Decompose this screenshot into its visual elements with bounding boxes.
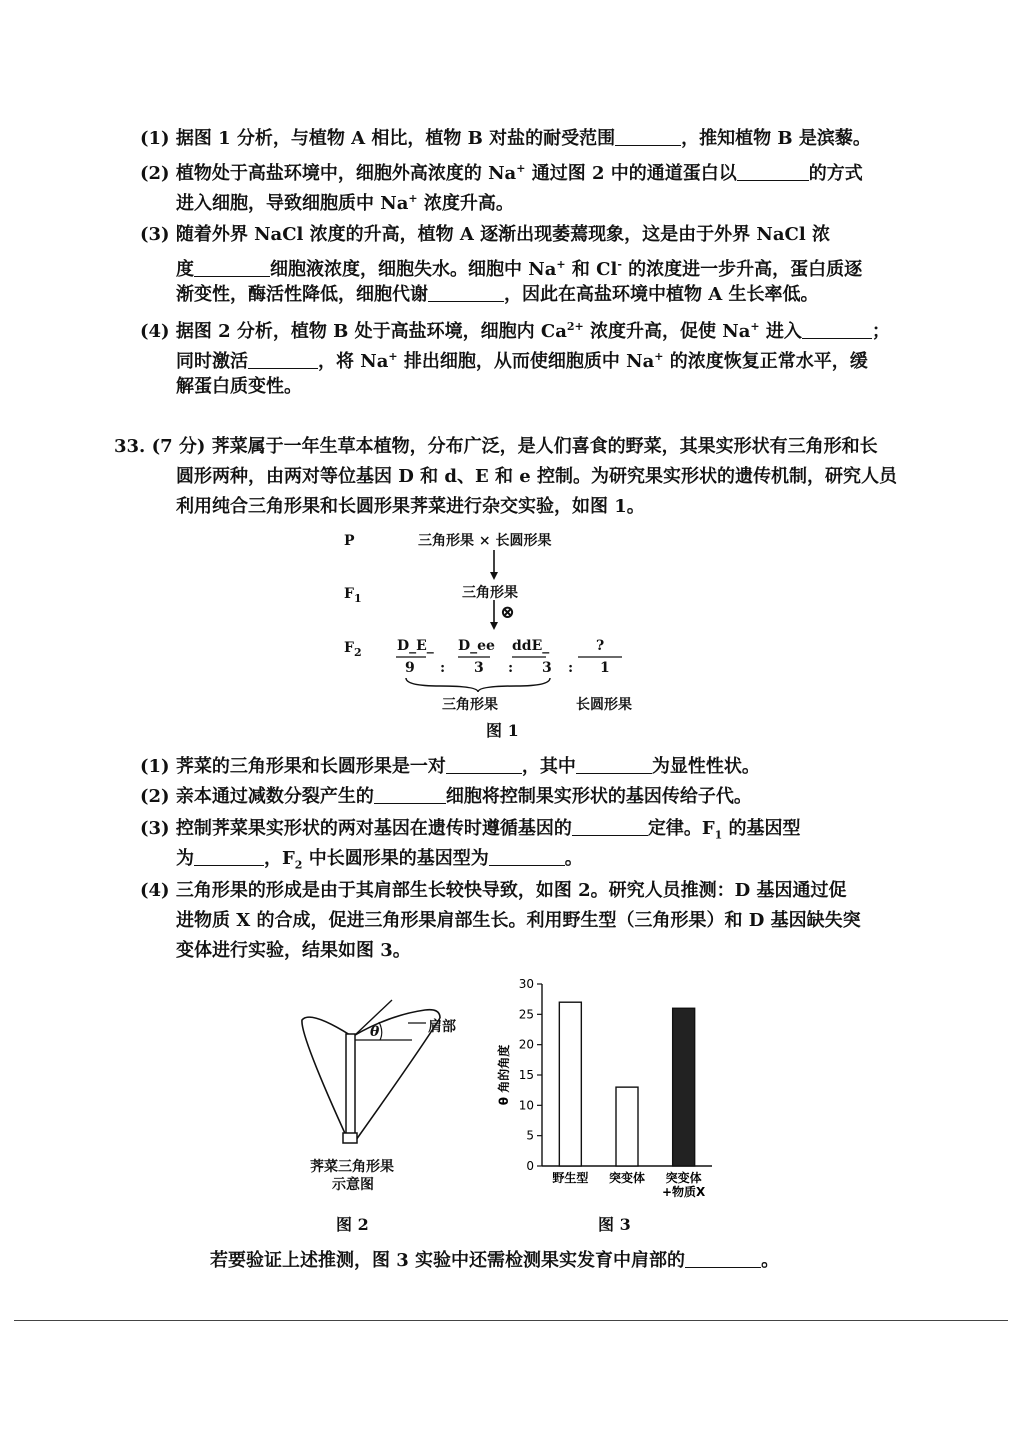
text: (4) 据图 2 分析，植物 B 处于高盐环境，细胞内 Ca [140, 321, 567, 342]
text: ，F [264, 848, 295, 869]
figure-2-caption: 图 2 [336, 1215, 369, 1234]
bar [673, 1008, 695, 1166]
text: ，因此在高盐环境中植物 A 生长率低。 [504, 284, 819, 305]
text: 浓度升高。 [417, 193, 514, 214]
answer-blank[interactable] [576, 757, 652, 774]
fruit-label-2: 示意图 [332, 1177, 374, 1193]
text: (3) 随着外界 NaCl 浓度的升高，植物 A 逐渐出现萎蔫现象，这是由于外界 NaCl 浓 [140, 224, 830, 245]
q33-sub-4: (4) 三角形果的形成是由于其肩部生长较快导致，如图 2。研究人员推测：D 基因通过促 [140, 880, 847, 901]
q33-intro-1: 33. (7 分) 荠菜属于一年生草本植物，分布广泛，是人们喜食的野菜，其果实形状有三角形和长 [114, 436, 878, 457]
superscript: + [654, 350, 664, 363]
text: (1) 据图 1 分析，与植物 A 相比，植物 B 对盐的耐受范围 [140, 128, 616, 149]
q33-sub-3 [140, 818, 801, 847]
text: 浓度升高，促使 Na [583, 321, 751, 342]
y-tick-label: 0 [526, 1159, 534, 1173]
superscript: + [388, 350, 398, 363]
ratio-colon: : [508, 660, 514, 676]
text: 度 [176, 259, 194, 280]
parent-cross: 三角形果 × 长圆形果 [418, 533, 552, 549]
text: 解蛋白质变性。 [176, 376, 302, 397]
q33-sub-4c: 变体进行实验，结果如图 3。 [176, 940, 411, 961]
text: ，将 Na [318, 351, 389, 372]
text: (2) 植物处于高盐环境中，细胞外高浓度的 Na [140, 163, 517, 184]
superscript: + [556, 258, 566, 271]
text: 通过图 2 中的通道蛋白以 [525, 163, 737, 184]
answer-blank[interactable] [489, 849, 565, 866]
subscript: 2 [294, 858, 303, 872]
y-tick-label: 15 [518, 1068, 534, 1082]
shoulder-label: 肩部 [428, 1019, 456, 1035]
text: 。 [761, 1250, 780, 1271]
y-tick-label: 10 [518, 1098, 534, 1113]
text: 进入细胞，导致细胞质中 Na [176, 193, 409, 214]
fruit-label-1: 荠菜三角形果 [310, 1159, 394, 1175]
text: 的浓度恢复正常水平，缓 [663, 351, 868, 372]
page-divider [14, 1320, 1008, 1321]
genotype-dd-e: ddE_ [512, 638, 550, 654]
ratio-3b: 3 [542, 660, 552, 676]
text: 细胞将控制果实形状的基因传给子代。 [445, 786, 752, 807]
answer-blank[interactable] [194, 849, 264, 866]
text: 若要验证上述推测，图 3 实验中还需检测果实发育中肩部的 [210, 1250, 686, 1271]
ratio-9: 9 [405, 660, 415, 676]
triangle-fruit-label: 三角形果 [442, 697, 498, 713]
y-tick-label: 25 [518, 1007, 534, 1022]
text: (1) 荠菜的三角形果和长圆形果是一对 [140, 756, 446, 777]
x-tick-label: 野生型 [552, 1171, 589, 1185]
superscript: + [750, 320, 760, 333]
text: 为显性性状。 [651, 756, 760, 777]
text: 的方式 [808, 163, 863, 184]
q33-sub-3b [176, 848, 583, 877]
x-tick-label: 突变体 [608, 1171, 646, 1185]
superscript: + [516, 162, 526, 175]
superscript: - [617, 258, 622, 271]
subscript: 2 [353, 645, 362, 659]
genotype-unknown: ? [596, 638, 605, 654]
text: 进入 [759, 321, 802, 342]
ratio-1: 1 [600, 660, 610, 676]
text: 。 [564, 848, 583, 869]
answer-blank[interactable] [374, 787, 446, 804]
bar [616, 1087, 638, 1166]
x-tick-label: 突变体 [665, 1171, 702, 1185]
genotype-d-e: D_E_ [397, 638, 434, 654]
text: F [344, 640, 354, 656]
q33-sub-1 [140, 756, 760, 778]
figure-1-caption: 图 1 [486, 721, 519, 740]
subscript: 1 [714, 828, 723, 842]
ratio-colon: : [568, 660, 574, 676]
theta-label: θ [370, 1024, 380, 1040]
text: (3) 控制荠菜果实形状的两对基因在遗传时遵循基因的 [140, 818, 572, 839]
q33-intro-3: 利用纯合三角形果和长圆形果荠菜进行杂交实验，如图 1。 [176, 496, 645, 517]
text: 渐变性，酶活性降低，细胞代谢 [176, 284, 428, 305]
long-fruit-label: 长圆形果 [576, 697, 632, 713]
text: 的浓度进一步升高，蛋白质逐 [621, 259, 863, 280]
text: F [344, 586, 354, 602]
q33-intro-2: 圆形两种，由两对等位基因 D 和 d、E 和 e 控制。为研究果实形状的遗传机制，研究人员 [176, 466, 897, 487]
y-tick-label: 5 [526, 1128, 534, 1143]
text: 同时激活 [176, 351, 248, 372]
gen-label-f1 [344, 586, 362, 605]
gen-label-f2 [344, 640, 362, 659]
text: 的基因型 [722, 818, 801, 839]
bar [559, 1002, 581, 1166]
text: 细胞液浓度，细胞失水。细胞中 Na [270, 259, 557, 280]
text: ； [871, 321, 890, 342]
text: 和 Cl [565, 259, 618, 280]
answer-blank[interactable] [446, 757, 522, 774]
figure-3-caption: 图 3 [598, 1215, 631, 1234]
text: 定律。F [647, 818, 715, 839]
answer-blank[interactable] [572, 819, 648, 836]
text: (2) 亲本通过减数分裂产生的 [140, 786, 374, 807]
text: 排出细胞，从而使细胞质中 Na [397, 351, 655, 372]
answer-blank[interactable] [685, 1251, 761, 1268]
selfing-symbol: ⊗ [500, 602, 516, 623]
q33-sub-2 [140, 786, 752, 808]
y-tick-label: 30 [518, 977, 534, 991]
theta-angle-bar-chart [488, 970, 718, 1210]
ratio-colon: : [440, 660, 446, 676]
ratio-3a: 3 [474, 660, 484, 676]
x-tick-label: +物质X [662, 1185, 706, 1199]
gen-label-p: P [344, 533, 355, 549]
superscript: + [408, 192, 418, 205]
y-axis-label: θ 角的角度 [497, 1044, 511, 1106]
text: 中长圆形果的基因型为 [302, 848, 489, 869]
text: ，其中 [521, 756, 576, 777]
genotype-d-ee: D_ee [458, 638, 495, 654]
f1-phenotype: 三角形果 [462, 585, 518, 601]
text: 为 [176, 848, 194, 869]
q33-sub-4b: 进物质 X 的合成，促进三角形果肩部生长。利用野生型（三角形果）和 D 基因缺失突 [176, 910, 861, 931]
text: ，推知植物 B 是滨藜。 [681, 128, 871, 149]
superscript: 2+ [566, 320, 584, 333]
y-tick-label: 20 [518, 1037, 534, 1052]
final-question [210, 1250, 779, 1272]
subscript: 1 [353, 591, 362, 605]
